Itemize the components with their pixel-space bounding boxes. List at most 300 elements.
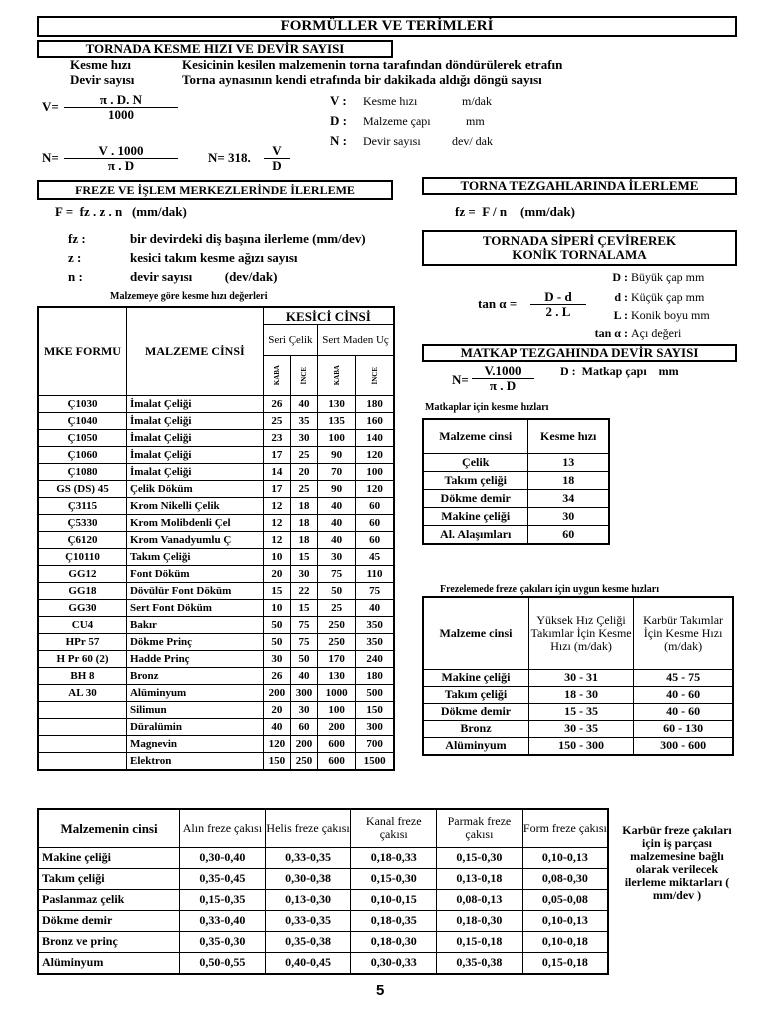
material-row — [38, 736, 394, 753]
material-row-cell: 200 — [318, 719, 356, 736]
material-row-cell: Çelik Döküm — [126, 481, 263, 498]
material-row-cell: 140 — [356, 430, 394, 447]
material-row-cell: 25 — [290, 481, 317, 498]
feed-row-cell: Dökme demir — [38, 910, 180, 931]
material-row-cell: Ç1060 — [38, 447, 126, 464]
feed-row — [38, 952, 608, 974]
drill-note: D : Matkap çapı mm — [560, 364, 679, 378]
material-row-cell: 90 — [318, 447, 356, 464]
mill-speed-row-cell: 45 - 75 — [634, 669, 733, 686]
mill-speed-header-hss: Yüksek Hız Çeliği Takımlar İçin Kesme Hızı (m/dak) — [528, 597, 633, 669]
material-row-cell: Ç1030 — [38, 396, 126, 413]
material-row-cell: 20 — [263, 566, 290, 583]
material-row-cell: 150 — [356, 702, 394, 719]
material-row — [38, 719, 394, 736]
drill-numerator: V.1000 — [484, 363, 522, 378]
material-row-cell: GG30 — [38, 600, 126, 617]
material-row — [38, 481, 394, 498]
feed-row — [38, 931, 608, 952]
mill-speed-row-cell: 18 - 30 — [528, 686, 633, 703]
sub-header-rough-2: KABA — [318, 356, 356, 396]
material-row — [38, 549, 394, 566]
material-row-cell: 350 — [356, 617, 394, 634]
feed-row — [38, 847, 608, 868]
taper-legend-L-sym: L : — [613, 309, 628, 322]
feed-row-cell: 0,13-0,30 — [265, 889, 351, 910]
material-row-cell — [38, 753, 126, 771]
formula-v-denominator: 1000 — [108, 107, 134, 122]
material-row-cell: Ç1080 — [38, 464, 126, 481]
material-row-cell: 50 — [263, 617, 290, 634]
feed-row-cell: 0,18-0,30 — [351, 931, 437, 952]
feed-def-z-desc: kesici takım kesme ağızı sayısı — [130, 250, 298, 265]
mill-speed-header-material: Malzeme cinsi — [423, 597, 528, 669]
feed-row-cell: Alüminyum — [38, 952, 180, 974]
feed-row-cell: 0,35-0,30 — [180, 931, 266, 952]
material-row-cell: 30 — [263, 651, 290, 668]
mill-speed-row — [423, 720, 733, 737]
material-row-cell: Sert Font Döküm — [126, 600, 263, 617]
feed-row-cell: 0,30-0,33 — [351, 952, 437, 974]
formula-v-lhs: V= — [42, 99, 59, 114]
material-row-cell: 200 — [263, 685, 290, 702]
mill-speed-row-cell: 40 - 60 — [634, 686, 733, 703]
material-row-cell: Hadde Prinç — [126, 651, 263, 668]
group-carbide-header: Sert Maden Uç — [318, 325, 394, 356]
material-row-cell: 250 — [318, 634, 356, 651]
material-row-cell: Ç1050 — [38, 430, 126, 447]
feed-row-cell: Takım çeliği — [38, 868, 180, 889]
mill-speed-row-cell: Takım çeliği — [423, 686, 528, 703]
feed-row-cell: 0,30-0,40 — [180, 847, 266, 868]
material-row-cell: CU4 — [38, 617, 126, 634]
material-row-cell: 250 — [318, 617, 356, 634]
material-row-cell: Ç5330 — [38, 515, 126, 532]
material-row-cell: Dövülür Font Döküm — [126, 583, 263, 600]
drill-speed-row-cell: Takım çeliği — [423, 471, 528, 489]
material-row-cell: Krom Nikelli Çelik — [126, 498, 263, 515]
material-row-cell: Düralümin — [126, 719, 263, 736]
material-row — [38, 685, 394, 702]
material-row — [38, 515, 394, 532]
formula-v — [64, 93, 178, 122]
material-row-cell: 40 — [263, 719, 290, 736]
material-row-cell: 100 — [318, 430, 356, 447]
material-row-cell — [38, 702, 126, 719]
material-row-cell: 170 — [318, 651, 356, 668]
material-table — [37, 306, 395, 771]
legend-d-name: Malzeme çapı — [363, 114, 431, 128]
drill-speed-header-material: Malzeme cinsi — [423, 419, 528, 453]
drill-speed-table — [422, 418, 610, 545]
mill-speed-row — [423, 703, 733, 720]
material-row-cell: 300 — [290, 685, 317, 702]
sub-header-rough-1: KABA — [263, 356, 290, 396]
legend-v-sym: V : — [330, 93, 347, 108]
material-row — [38, 668, 394, 685]
feed-header-slot: Kanal freze çakısı — [351, 809, 437, 847]
material-row-cell: 700 — [356, 736, 394, 753]
legend-d-unit: mm — [466, 114, 485, 128]
feed-row-cell: 0,18-0,30 — [437, 910, 523, 931]
material-row — [38, 430, 394, 447]
material-row-cell: 350 — [356, 634, 394, 651]
taper-formula — [530, 290, 586, 319]
drill-speed-row — [423, 471, 609, 489]
col-code-header: MKE FORMU — [38, 307, 126, 396]
material-row-cell: Silimun — [126, 702, 263, 719]
material-row-cell: Krom Molibdenli Çel — [126, 515, 263, 532]
page-title: FORMÜLLER VE TERİMLERİ — [37, 16, 737, 37]
feed-row-cell: 0,35-0,45 — [180, 868, 266, 889]
feed-header-end: Parmak freze çakısı — [437, 809, 523, 847]
material-table-caption: Malzemeye göre kesme hızı değerleri — [110, 291, 268, 302]
material-row-cell: 18 — [290, 532, 317, 549]
material-row-cell: 40 — [318, 532, 356, 549]
material-row-cell: 40 — [290, 396, 317, 413]
mill-speed-row-cell: 30 - 35 — [528, 720, 633, 737]
material-row-cell: 10 — [263, 549, 290, 566]
feed-def-fz-sym: fz : — [68, 231, 86, 246]
feed-row-cell: 0,13-0,18 — [437, 868, 523, 889]
material-row — [38, 753, 394, 771]
milling-feed-formula: F = fz . z . n (mm/dak) — [55, 204, 187, 219]
material-row-cell: 110 — [356, 566, 394, 583]
drill-speed-row-cell: 60 — [528, 525, 609, 544]
material-row-cell: 180 — [356, 396, 394, 413]
material-row-cell: 26 — [263, 668, 290, 685]
material-row-cell: 22 — [290, 583, 317, 600]
material-row-cell: 18 — [290, 515, 317, 532]
legend-n-sym: N : — [330, 133, 347, 148]
legend-n-name: Devir sayısı — [363, 134, 421, 148]
material-table-body — [38, 396, 394, 771]
mill-speed-row — [423, 737, 733, 755]
material-row-cell: GG18 — [38, 583, 126, 600]
material-row-cell: GS (DS) 45 — [38, 481, 126, 498]
feed-row-cell: 0,10-0,18 — [522, 931, 608, 952]
material-row-cell: 75 — [318, 566, 356, 583]
feed-row-cell: 0,15-0,30 — [351, 868, 437, 889]
sub-header-fine-2: İNCE — [356, 356, 394, 396]
legend-v-unit: m/dak — [462, 94, 492, 108]
drill-formula — [472, 364, 534, 393]
drill-speed-row-cell: 13 — [528, 453, 609, 471]
drill-speed-row-cell: Dökme demir — [423, 489, 528, 507]
group-hss-header: Seri Çelik — [263, 325, 317, 356]
material-row — [38, 413, 394, 430]
mill-speed-table — [422, 596, 734, 756]
feed-header-material: Malzemenin cinsi — [38, 809, 180, 847]
material-row-cell: 240 — [356, 651, 394, 668]
feed-row — [38, 910, 608, 931]
drill-speed-row — [423, 453, 609, 471]
taper-numerator: D - d — [544, 289, 572, 304]
material-row-cell: 50 — [263, 634, 290, 651]
col-tool-header: KESİCİ CİNSİ — [263, 307, 394, 325]
feed-row-cell: 0,40-0,45 — [265, 952, 351, 974]
feed-row-cell: 0,10-0,15 — [351, 889, 437, 910]
drill-speed-row-cell: Al. Alaşımları — [423, 525, 528, 544]
material-row-cell: 20 — [290, 464, 317, 481]
material-row — [38, 651, 394, 668]
material-row-cell: 50 — [290, 651, 317, 668]
mill-speed-row — [423, 686, 733, 703]
material-row-cell: İmalat Çeliği — [126, 396, 263, 413]
feed-row-cell: Bronz ve prinç — [38, 931, 180, 952]
material-row-cell: 100 — [356, 464, 394, 481]
material-row-cell: 26 — [263, 396, 290, 413]
formula-n-denominator: π . D — [107, 158, 135, 173]
mill-speed-row-cell: Alüminyum — [423, 737, 528, 755]
material-row-cell: 14 — [263, 464, 290, 481]
material-row-cell: 20 — [263, 702, 290, 719]
feed-row-cell: 0,35-0,38 — [265, 931, 351, 952]
formula-v-numerator: π . D. N — [99, 92, 143, 107]
material-row-cell: 135 — [318, 413, 356, 430]
material-row — [38, 498, 394, 515]
feed-row-cell: 0,33-0,35 — [265, 847, 351, 868]
material-row-cell: 120 — [263, 736, 290, 753]
material-row-cell: 50 — [318, 583, 356, 600]
formula-n2-lhs: N= 318. — [208, 150, 251, 165]
material-row-cell: Dökme Prinç — [126, 634, 263, 651]
mill-speed-row — [423, 669, 733, 686]
material-row-cell: 600 — [318, 753, 356, 771]
legend-d-sym: D : — [330, 113, 347, 128]
material-row-cell: Ç1040 — [38, 413, 126, 430]
taper-lhs: tan α = — [478, 296, 518, 311]
material-row-cell: GG12 — [38, 566, 126, 583]
feed-row-cell: 0,30-0,38 — [265, 868, 351, 889]
material-row — [38, 617, 394, 634]
turning-heading: TORNADA KESME HIZI VE DEVİR SAYISI — [37, 40, 393, 58]
material-row-cell: 15 — [290, 600, 317, 617]
material-row-cell: 12 — [263, 515, 290, 532]
feed-row-cell: 0,10-0,13 — [522, 847, 608, 868]
drill-lhs: N= — [452, 372, 469, 387]
material-row-cell: İmalat Çeliği — [126, 464, 263, 481]
legend-v-name: Kesme hızı — [363, 94, 418, 108]
drill-speed-header-speed: Kesme hızı — [528, 419, 609, 453]
material-row — [38, 464, 394, 481]
feed-row-cell: 0,15-0,30 — [437, 847, 523, 868]
feed-def-z-sym: z : — [68, 250, 82, 265]
material-row-cell: 120 — [356, 481, 394, 498]
material-row-cell: 600 — [318, 736, 356, 753]
feed-table-body — [38, 847, 608, 974]
mill-speed-row-cell: 300 - 600 — [634, 737, 733, 755]
formula-n2-denominator: D — [272, 158, 282, 173]
mill-speed-row-cell: Makine çeliği — [423, 669, 528, 686]
material-row-cell: Ç6120 — [38, 532, 126, 549]
material-row-cell: 25 — [263, 413, 290, 430]
material-row-cell: 150 — [263, 753, 290, 771]
material-row-cell: 15 — [263, 583, 290, 600]
material-row-cell: 23 — [263, 430, 290, 447]
feed-table — [37, 808, 609, 975]
material-row-cell: Font Döküm — [126, 566, 263, 583]
lathe-feed-formula: fz = F / n (mm/dak) — [455, 204, 575, 219]
material-row-cell: 160 — [356, 413, 394, 430]
mill-speed-row-cell: 40 - 60 — [634, 703, 733, 720]
material-row-cell: 250 — [290, 753, 317, 771]
feed-def-n-sym: n : — [68, 269, 83, 284]
material-row — [38, 702, 394, 719]
material-row-cell — [38, 719, 126, 736]
feed-row-cell: 0,15-0,18 — [522, 952, 608, 974]
mill-speed-row-cell: 150 - 300 — [528, 737, 633, 755]
material-row-cell: Bakır — [126, 617, 263, 634]
material-row-cell: AL 30 — [38, 685, 126, 702]
material-row-cell: HPr 57 — [38, 634, 126, 651]
material-row-cell: H Pr 60 (2) — [38, 651, 126, 668]
col-material-header: MALZEME CİNSİ — [126, 307, 263, 396]
taper-denominator: 2 . L — [545, 304, 571, 319]
material-row-cell: 130 — [318, 396, 356, 413]
taper-legend-tan-sym: tan α : — [594, 326, 628, 340]
legend-n-unit: dev/ dak — [452, 134, 493, 148]
feed-header-helix: Helis freze çakısı — [265, 809, 351, 847]
material-row-cell: 30 — [318, 549, 356, 566]
material-row — [38, 396, 394, 413]
material-row-cell: Magnevin — [126, 736, 263, 753]
material-row-cell: 17 — [263, 447, 290, 464]
drill-speed-row-cell: Makine çeliği — [423, 507, 528, 525]
material-row-cell: 40 — [318, 515, 356, 532]
drill-speed-row-cell: 18 — [528, 471, 609, 489]
drill-speed-row — [423, 525, 609, 544]
lathe-feed-heading: TORNA TEZGAHLARINDA İLERLEME — [422, 177, 737, 195]
material-row-cell: 25 — [318, 600, 356, 617]
material-row-cell: İmalat Çeliği — [126, 447, 263, 464]
material-row-cell: Ç10110 — [38, 549, 126, 566]
taper-legend-L-desc: Konik boyu mm — [631, 309, 710, 322]
mill-speed-row-cell: 60 - 130 — [634, 720, 733, 737]
material-row-cell: 120 — [356, 447, 394, 464]
taper-legend-tan — [590, 327, 740, 340]
material-row-cell: Takım Çeliği — [126, 549, 263, 566]
material-row-cell: 75 — [290, 634, 317, 651]
feed-row-cell: 0,15-0,18 — [437, 931, 523, 952]
taper-legend-D-desc: Büyük çap mm — [631, 270, 705, 284]
feed-def-n-desc: devir sayısı (dev/dak) — [130, 269, 278, 284]
taper-heading-line1: TORNADA SİPERİ ÇEVİREREK — [482, 233, 677, 248]
material-row-cell: Elektron — [126, 753, 263, 771]
mill-speed-header-carbide: Karbür Takımlar İçin Kesme Hızı (m/dak) — [634, 597, 733, 669]
feed-header-face: Alın freze çakısı — [180, 809, 266, 847]
material-row — [38, 532, 394, 549]
feed-row-cell: 0,33-0,35 — [265, 910, 351, 931]
formula-n-lhs: N= — [42, 150, 59, 165]
drill-heading: MATKAP TEZGAHINDA DEVİR SAYISI — [422, 344, 737, 362]
material-row-cell: 12 — [263, 498, 290, 515]
drill-speed-caption: Matkaplar için kesme hızları — [425, 402, 549, 413]
material-row-cell: 60 — [356, 532, 394, 549]
material-row-cell: 300 — [356, 719, 394, 736]
formula-n — [64, 144, 178, 173]
taper-legend-D-sym: D : — [612, 270, 628, 284]
material-row — [38, 583, 394, 600]
def-term-rpm: Devir sayısı — [70, 72, 135, 87]
drill-speed-row-cell: 34 — [528, 489, 609, 507]
milling-feed-heading: FREZE VE İŞLEM MERKEZLERİNDE İLERLEME — [37, 180, 393, 200]
drill-speed-row — [423, 507, 609, 525]
material-row-cell: 45 — [356, 549, 394, 566]
feed-row-cell: 0,10-0,13 — [522, 910, 608, 931]
mill-speed-table-body — [423, 669, 733, 755]
material-row-cell: 1000 — [318, 685, 356, 702]
material-row-cell: 100 — [318, 702, 356, 719]
mill-speed-row-cell: Bronz — [423, 720, 528, 737]
feed-row — [38, 868, 608, 889]
taper-heading-line2: KONİK TORNALAMA — [512, 247, 647, 262]
material-row-cell: 60 — [290, 719, 317, 736]
material-row-cell: 1500 — [356, 753, 394, 771]
material-row — [38, 634, 394, 651]
formula-n2-numerator: V — [272, 143, 282, 158]
material-row — [38, 600, 394, 617]
material-row-cell: 30 — [290, 430, 317, 447]
material-row-cell: 30 — [290, 702, 317, 719]
material-row-cell: 18 — [290, 498, 317, 515]
feed-row-cell: 0,35-0,38 — [437, 952, 523, 974]
material-row-cell: 70 — [318, 464, 356, 481]
def-desc-rpm: Torna aynasının kendi etrafında bir dakikada aldığı döngü sayısı — [182, 72, 542, 87]
taper-legend-L — [600, 309, 740, 322]
feed-header-form: Form freze çakısı — [522, 809, 608, 847]
taper-heading — [422, 230, 737, 266]
material-row-cell: Alüminyum — [126, 685, 263, 702]
material-row-cell: 10 — [263, 600, 290, 617]
feed-side-note: Karbür freze çakıları için iş parçası malzemesine bağlı olarak verilecek ilerleme miktarları ( mm/dev ) — [622, 823, 732, 902]
material-row-cell: 40 — [318, 498, 356, 515]
feed-row-cell: 0,05-0,08 — [522, 889, 608, 910]
material-row-cell: 180 — [356, 668, 394, 685]
drill-denominator: π . D — [489, 378, 517, 393]
material-row-cell: 35 — [290, 413, 317, 430]
feed-row-cell: 0,15-0,35 — [180, 889, 266, 910]
sub-header-fine-1: İNCE — [290, 356, 317, 396]
material-row-cell: 40 — [356, 600, 394, 617]
mill-speed-row-cell: 15 - 35 — [528, 703, 633, 720]
formula-n-numerator: V . 1000 — [98, 143, 144, 158]
material-row-cell: 30 — [290, 566, 317, 583]
taper-legend-tan-desc: Açı değeri — [631, 326, 682, 340]
feed-row — [38, 889, 608, 910]
feed-row-cell: 0,50-0,55 — [180, 952, 266, 974]
drill-speed-row — [423, 489, 609, 507]
feed-row-cell: Paslanmaz çelik — [38, 889, 180, 910]
mill-speed-row-cell: Dökme demir — [423, 703, 528, 720]
material-row-cell: Krom Vanadyumlu Ç — [126, 532, 263, 549]
feed-row-cell: 0,18-0,33 — [351, 847, 437, 868]
material-row-cell: 25 — [290, 447, 317, 464]
feed-def-fz-desc: bir devirdeki diş başına ilerleme (mm/dev) — [130, 231, 366, 246]
material-row — [38, 447, 394, 464]
material-row — [38, 566, 394, 583]
material-row-cell: 75 — [290, 617, 317, 634]
material-row-cell: 500 — [356, 685, 394, 702]
material-row-cell: Ç3115 — [38, 498, 126, 515]
material-row-cell: İmalat Çeliği — [126, 413, 263, 430]
material-row-cell: 17 — [263, 481, 290, 498]
taper-legend-d-desc: Küçük çap mm — [631, 290, 705, 304]
drill-speed-row-cell: 30 — [528, 507, 609, 525]
mill-speed-caption: Frezelemede freze çakıları için uygun kesme hızları — [440, 584, 660, 595]
material-row-cell: Bronz — [126, 668, 263, 685]
taper-legend-d — [600, 291, 740, 304]
